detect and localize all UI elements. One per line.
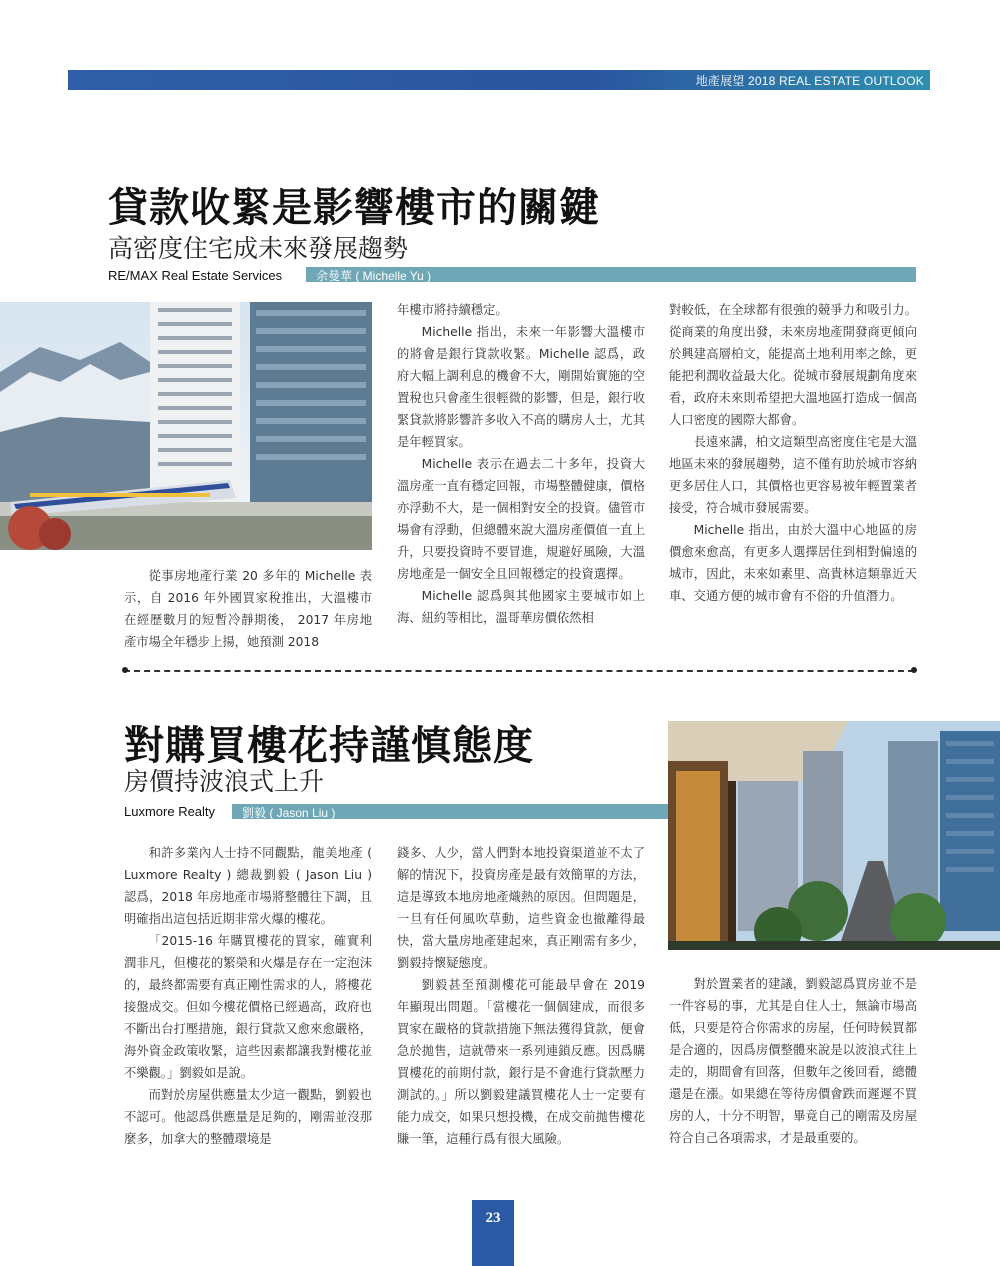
paragraph: 錢多、人少，當人們對本地投資渠道並不太了解的情況下，投資房產是最有效簡單的方法，這是導致本地房地產熾熱的原因。但問題是，一旦有任何風吹草動，這些資金也撤離得最快，當大量房地產建起來，真正剛需有多少，劉毅持懷疑態度。 <box>397 846 645 970</box>
article1-author: 余曼華 ( Michelle Yu ) <box>316 269 432 283</box>
article2-photo <box>668 721 1000 950</box>
paragraph: 和許多業內人士持不同觀點，龍美地產 ( Luxmore Realty ) 總裁劉毅 ( Jason Liu ) 認爲，2018 年房地產市場將整體往下調，且明確指出這包括近期非常火爆的樓花。 <box>124 846 372 926</box>
paragraph: 對較低，在全球都有很強的競爭力和吸引力。從商業的角度出發，未來房地產開發商更傾向於興建高層柏文，能提高土地利用率之餘，更能把利潤收益最大化。從城市發展規劃角度來看，政府未來則希望把大溫地區打造成一個高人口密度的國際大都會。 <box>669 303 917 427</box>
article1-photo <box>0 302 372 550</box>
article1-company: RE/MAX Real Estate Services <box>108 268 283 283</box>
paragraph: Michelle 表示在過去二十多年，投資大溫房產一直有穩定回報，市場整體健康，價格亦浮動不大，是一個相對安全的投資。儘管市場會有浮動，但總體來說大溫房產價值一直上升，只要投資時不要冒進，規避好風險，大溫房地產是一個安全且回報穩定的投資選擇。 <box>397 457 645 581</box>
running-header: 地產展望 2018 REAL ESTATE OUTLOOK <box>695 74 924 88</box>
article2-company: Luxmore Realty <box>124 804 216 819</box>
paragraph: 「2015-16 年購買樓花的買家，確實利潤非凡，但樓花的繁榮和火爆是存在一定泡沫的，最終都需要有真正剛性需求的人，將樓花接盤成交。但如今樓花價格已經過高，政府也不斷出台打壓措施，銀行貸款又愈來愈嚴格，海外資金政策收緊，這些因素都讓我對樓花並不樂觀。」劉毅如是說。 <box>124 934 372 1080</box>
article1-title: 貸款收緊是影響樓市的關鍵 <box>108 185 600 231</box>
article2-author: 劉毅 ( Jason Liu ) <box>242 806 336 820</box>
paragraph: 長遠來講，柏文這類型高密度住宅是大溫地區未來的發展趨勢，這不僅有助於城市容納更多居住人口，其價格也更容易被年輕置業者接受，符合城市發展需要。 <box>669 435 917 515</box>
section-divider <box>124 670 914 672</box>
paragraph: Michelle 認爲與其他國家主要城市如上海、紐約等相比，溫哥華房價依然相 <box>397 589 645 625</box>
divider-dot-right <box>911 667 917 673</box>
paragraph: Michelle 指出，未來一年影響大溫樓市的將會是銀行貸款收緊。Michelle 認爲，政府大幅上調利息的機會不大，剛開始實施的空置稅也只會產生很輕微的影響，但是，銀行收緊貸款將影響許多收入不高的購房人士，尤其是年輕買家。 <box>397 325 645 449</box>
article2-column-2 <box>397 842 645 1150</box>
paragraph: 從事房地產行業 20 多年的 Michelle 表示，自 2016 年外國買家稅推出，大溫樓市在經歷數月的短暫冷靜期後， 2017 年房地產市場全年穩步上揚，她預測 2018 <box>124 569 372 649</box>
article1-column-1 <box>124 565 372 653</box>
page-number: 23 <box>485 1210 501 1226</box>
paragraph: 而對於房屋供應量太少這一觀點，劉毅也不認可。他認爲供應量是足夠的，剛需並沒那麼多，加拿大的整體環境是 <box>124 1088 372 1146</box>
article2-subtitle: 房價持波浪式上升 <box>124 767 325 796</box>
article1-column-3 <box>669 299 917 607</box>
article2-title: 對購買樓花持謹慎態度 <box>124 723 534 769</box>
article2-column-3 <box>669 973 917 1149</box>
article1-column-2 <box>397 299 645 629</box>
article1-subtitle: 高密度住宅成未來發展趨勢 <box>108 234 409 263</box>
paragraph: 劉毅甚至預測樓花可能最早會在 2019 年顯現出問題。「當樓花一個個建成，而很多買家在嚴格的貸款措施下無法獲得貸款，便會急於拋售，這就帶來一系列連鎖反應。因爲購買樓花的前期付款，銀行是不會進行貸款壓力測試的。」所以劉毅建議買樓花人士一定要有能力成交，如果只想投機，在成交前拋售樓花賺一筆，這種行爲有很大風險。 <box>397 978 645 1146</box>
paragraph: 對於置業者的建議，劉毅認爲買房並不是一件容易的事，尤其是自住人士，無論市場高低，只要是符合你需求的房屋，任何時候買都是合適的，因爲房價整體來說是以波浪式往上走的，期間會有回落，但數年之後回看，總體還是在漲。如果總在等待房價會跌而遲遲不買房的人，十分不明智，畢竟自己的剛需及房屋符合自己各項需求，才是最重要的。 <box>669 977 917 1145</box>
paragraph: 年樓市將持續穩定。 <box>397 303 508 317</box>
divider-dot-left <box>122 667 128 673</box>
article2-column-1 <box>124 842 372 1150</box>
paragraph: Michelle 指出，由於大溫中心地區的房價愈來愈高，有更多人選擇居住到相對偏遠的城市，因此，未來如素里、高貴林這類靠近天車、交通方便的城市會有不俗的升值潛力。 <box>669 523 917 603</box>
